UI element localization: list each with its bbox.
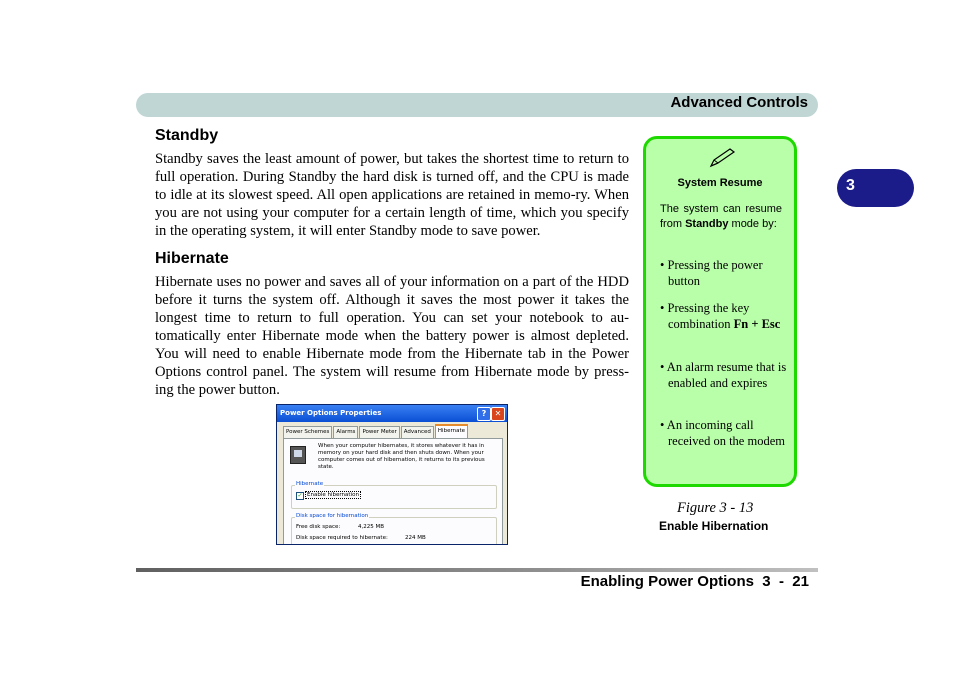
hibernate-group — [291, 481, 497, 509]
hibernate-body: Hibernate uses no power and saves all of your information on a part of the HDD before it turns the system off. Although it saves the most power it takes the longest time to return to full operation. You can set your notebook to au-tomatically enter Hibernate mode when the battery power is almost depleted. You will need to enable Hibernate mode from the Hibernate tab in the Power Options control panel. The system will resume from Hibernate mode by press-ing the power button. — [155, 274, 629, 398]
help-button[interactable]: ? — [477, 407, 491, 421]
tab-alarms[interactable]: Alarms — [333, 426, 358, 438]
pencil-icon — [708, 147, 736, 169]
required-space-label: Disk space required to hibernate: — [296, 535, 388, 541]
figure-number: Figure 3 - 13 — [677, 500, 754, 516]
enable-hibernation-checkbox[interactable]: ✓ — [297, 492, 303, 499]
sidebar-intro-text: The system can resume from — [660, 203, 782, 230]
free-space-value: 4,225 MB — [358, 524, 385, 530]
enable-hibernation-label[interactable]: Enable hibernation — [307, 492, 359, 498]
dialog-title: Power Options Properties — [280, 409, 382, 417]
chapter-tab — [837, 169, 914, 207]
chapter-number: 3 — [846, 177, 855, 194]
sidebar-bullet: • An alarm resume that is enabled and expires — [660, 360, 787, 390]
figure-caption: Enable Hibernation — [659, 519, 769, 533]
key-combo: Fn + Esc — [733, 317, 781, 331]
tab-power-schemes[interactable]: Power Schemes — [283, 426, 332, 438]
sidebar-intro-end: mode by: — [728, 218, 777, 230]
footer-rule — [136, 568, 818, 572]
disk-space-group-label: Disk space for hibernation — [296, 513, 369, 519]
dialog-tabs — [283, 426, 469, 438]
sidebar-title: System Resume — [677, 177, 763, 189]
sidebar-bullet: • An incoming call received on the modem — [660, 418, 785, 448]
hibernate-heading: Hibernate — [155, 250, 229, 267]
dialog-titlebar — [277, 405, 507, 422]
free-space-label: Free disk space: — [296, 524, 341, 530]
hibernate-group-label: Hibernate — [296, 481, 324, 487]
sidebar-bullet-text: • Pressing the key combination — [660, 301, 750, 331]
sidebar-intro-standby: Standby — [685, 218, 729, 230]
tab-power-meter[interactable]: Power Meter — [359, 426, 399, 438]
header-title: Advanced Controls — [670, 94, 808, 111]
computer-icon — [290, 446, 306, 464]
close-button[interactable]: ✕ — [491, 407, 505, 421]
sidebar-intro — [660, 202, 782, 232]
disk-space-group — [291, 513, 497, 545]
tab-hibernate[interactable]: Hibernate — [435, 424, 468, 439]
sidebar-bullet: • Pressing the power button — [660, 258, 763, 288]
standby-body: Standby saves the least amount of power, but takes the shortest time to return to full operation. During Standby the hard disk is turned off, and the CPU is made to idle at its slowest speed. All open applications are retained in memo-ry. When you are not using your computer for a certain length of time, which you specify in the operating system, it will enter Standby mode to save power. — [155, 151, 629, 239]
power-options-dialog — [276, 404, 508, 545]
tab-advanced[interactable]: Advanced — [401, 426, 434, 438]
footer-text: Enabling Power Options 3 - 21 — [580, 573, 809, 590]
sidebar-note — [643, 136, 797, 487]
required-space-value: 224 MB — [405, 535, 426, 541]
sidebar-bullet — [660, 300, 792, 332]
hibernate-panel — [283, 438, 503, 545]
hibernate-description: When your computer hibernates, it stores whatever it has in memory on your hard disk and then shuts down. When your computer comes out of hibernation, it returns to its previous state. — [318, 443, 485, 470]
standby-heading: Standby — [155, 127, 219, 144]
header-bar — [136, 93, 818, 117]
